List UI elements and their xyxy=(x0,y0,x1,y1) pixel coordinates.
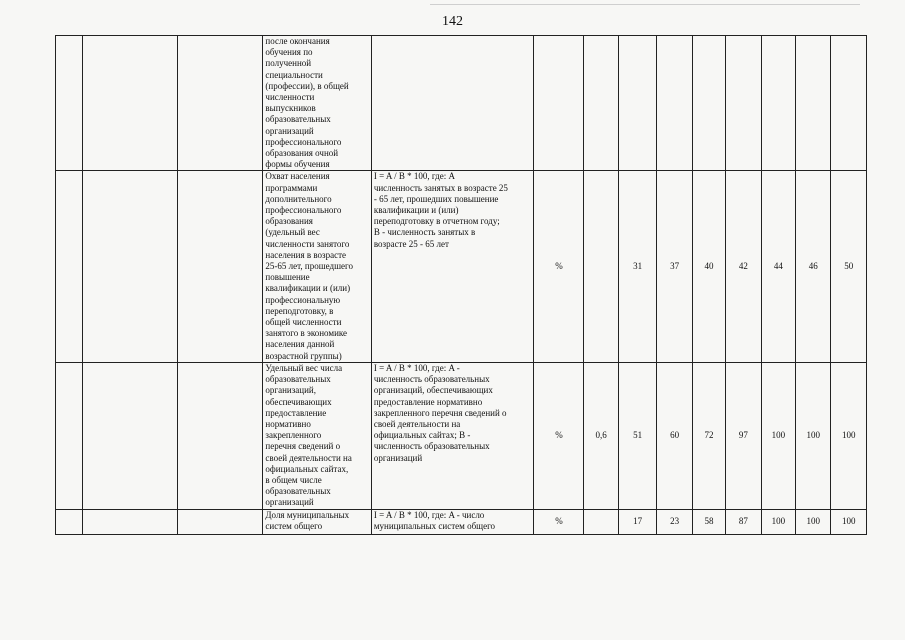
value-cell: 100 xyxy=(831,509,867,534)
goal-cell xyxy=(83,509,178,534)
value-cell: 97 xyxy=(726,362,761,509)
value-cell: 50 xyxy=(831,171,867,362)
goal-cell xyxy=(83,362,178,509)
value-cell: 87 xyxy=(726,509,761,534)
value-cell: 72 xyxy=(692,362,725,509)
indicators-table xyxy=(55,35,867,535)
goal-cell xyxy=(83,171,178,362)
base-value-cell xyxy=(584,36,618,171)
row-number-cell xyxy=(56,509,83,534)
row-number-cell xyxy=(56,362,83,509)
unit-cell: % xyxy=(534,171,584,362)
indicator-cell: Удельный вес числа образовательных организаций, обеспечивающих предоставление нормативно закрепленного перечня сведений о своей деятельности на официальных сайтах, в общем числе образовательных организаций xyxy=(263,362,371,509)
value-cell: 17 xyxy=(618,509,657,534)
unit-cell: % xyxy=(534,509,584,534)
base-value-cell: 0,6 xyxy=(584,362,618,509)
value-cell: 31 xyxy=(618,171,657,362)
goal-cell xyxy=(83,36,178,171)
value-cell: 100 xyxy=(796,362,831,509)
table-row xyxy=(56,171,867,362)
task-cell xyxy=(177,362,262,509)
scan-edge-line xyxy=(430,4,860,5)
page-number: 142 xyxy=(442,14,463,29)
value-cell xyxy=(831,36,867,171)
value-cell: 42 xyxy=(726,171,761,362)
indicator-cell: Доля муниципальных систем общего xyxy=(263,509,371,534)
value-cell: 40 xyxy=(692,171,725,362)
table-row xyxy=(56,509,867,534)
value-cell: 60 xyxy=(657,362,692,509)
value-cell xyxy=(657,36,692,171)
unit-cell xyxy=(534,36,584,171)
base-value-cell xyxy=(584,171,618,362)
task-cell xyxy=(177,509,262,534)
row-number-cell xyxy=(56,36,83,171)
formula-cell: I = A / B * 100, где: A - численность образовательных организаций, обеспечивающих предоставление нормативно закрепленного перечня сведений о своей деятельности на официальных сайтах; B - численность образовательных организаций xyxy=(371,362,534,509)
unit-cell: % xyxy=(534,362,584,509)
task-cell xyxy=(177,171,262,362)
value-cell: 100 xyxy=(761,509,795,534)
value-cell xyxy=(692,36,725,171)
value-cell: 100 xyxy=(796,509,831,534)
value-cell: 44 xyxy=(761,171,795,362)
value-cell xyxy=(796,36,831,171)
value-cell: 58 xyxy=(692,509,725,534)
value-cell xyxy=(761,36,795,171)
value-cell: 37 xyxy=(657,171,692,362)
formula-cell: I = A / B * 100, где: A - число муниципальных систем общего xyxy=(371,509,534,534)
value-cell xyxy=(726,36,761,171)
value-cell: 51 xyxy=(618,362,657,509)
value-cell: 100 xyxy=(831,362,867,509)
formula-cell: I = A / B * 100, где: A численность занятых в возрасте 25 - 65 лет, прошедших повышение квалификации и (или) переподготовку в отчетном году; B - численность занятых в возрасте 25 - 65 лет xyxy=(371,171,534,362)
value-cell: 23 xyxy=(657,509,692,534)
row-number-cell xyxy=(56,171,83,362)
formula-cell xyxy=(371,36,534,171)
indicator-cell: Охват населения программами дополнительного профессионального образования (удельный вес численности занятого населения в возрасте 25-65 лет, прошедшего повышение квалификации и (или) профессиональную переподготовку, в общей численности занятого в экономике населения данной возрастной группы) xyxy=(263,171,371,362)
base-value-cell xyxy=(584,509,618,534)
value-cell: 100 xyxy=(761,362,795,509)
task-cell xyxy=(177,36,262,171)
table-row xyxy=(56,362,867,509)
table-row xyxy=(56,36,867,171)
value-cell: 46 xyxy=(796,171,831,362)
value-cell xyxy=(618,36,657,171)
indicator-cell: после окончания обучения по полученной специальности (профессии), в общей численности выпускников образовательных организаций профессионального образования очной формы обучения xyxy=(263,36,371,171)
